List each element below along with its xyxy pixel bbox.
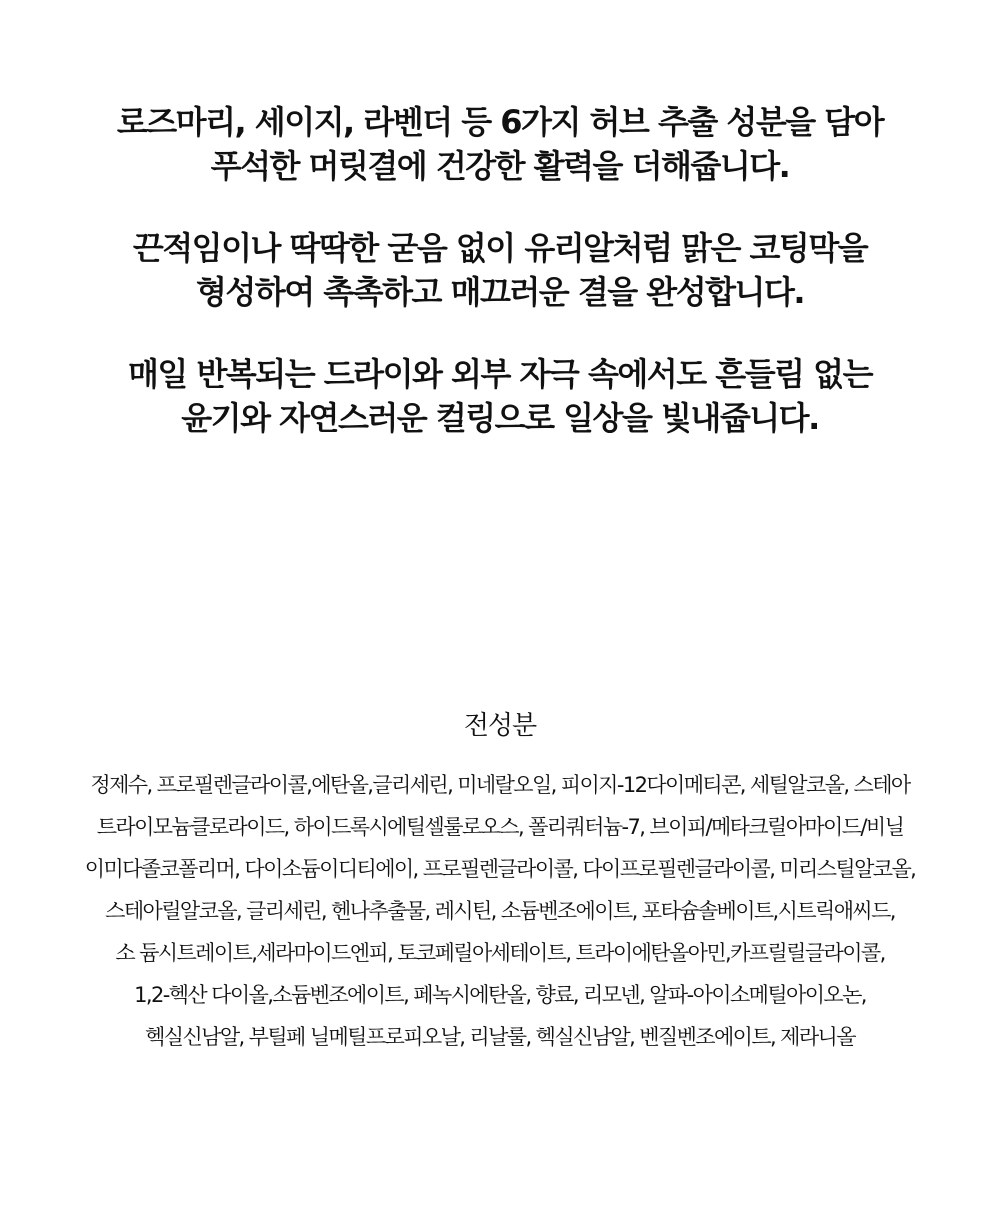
description-line: 푸석한 머릿결에 건강한 활력을 더해줍니다.	[210, 147, 790, 185]
ingredients-line: 트라이모늄클로라이드, 하이드록시에틸셀룰로오스, 폴리쿼터늄-7, 브이피/메타크릴아마이드/비닐	[96, 815, 904, 839]
description-paragraph-shine	[0, 352, 1000, 440]
ingredients-section	[0, 708, 1000, 1058]
description-paragraph-herbs	[0, 100, 1000, 188]
ingredients-line: 이미다졸코폴리머, 다이소듐이디티에이, 프로필렌글라이콜, 다이프로필렌글라이콜, 미리스틸알코올,	[84, 857, 916, 881]
ingredients-list	[0, 764, 1000, 1058]
description-line: 끈적임이나 딱딱한 굳음 없이 유리알처럼 맑은 코팅막을	[132, 229, 868, 267]
description-line: 형성하여 촉촉하고 매끄러운 결을 완성합니다.	[195, 273, 805, 311]
ingredients-line: 스테아릴알코올, 글리세린, 헨나추출물, 레시틴, 소듐벤조에이트, 포타슘솔베이트,시트릭애씨드,	[105, 899, 895, 923]
ingredients-line: 1,2-헥산 다이올,소듐벤조에이트, 페녹시에탄올, 향료, 리모넨, 알파-아이소메틸아이오논,	[134, 983, 866, 1007]
description-line: 매일 반복되는 드라이와 외부 자극 속에서도 흔들림 없는	[128, 355, 872, 393]
ingredients-line: 소 듐시트레이트,세라마이드엔피, 토코페릴아세테이트, 트라이에탄올아민,카프릴릴글라이콜,	[115, 941, 885, 965]
ingredients-line: 정제수, 프로필렌글라이콜,에탄올,글리세린, 미네랄오일, 피이지-12다이메티콘, 세틸알코올, 스테아	[90, 773, 910, 797]
description-paragraph-coating	[0, 226, 1000, 314]
ingredients-line: 헥실신남알, 부틸페 닐메틸프로피오날, 리날룰, 헥실신남알, 벤질벤조에이트, 제라니올	[145, 1025, 855, 1049]
description-line: 윤기와 자연스러운 컬링으로 일상을 빛내줍니다.	[181, 399, 819, 437]
description-line: 로즈마리, 세이지, 라벤더 등 6가지 허브 추출 성분을 담아	[116, 103, 884, 141]
product-description	[0, 100, 1000, 478]
ingredients-title: 전성분	[463, 711, 537, 741]
